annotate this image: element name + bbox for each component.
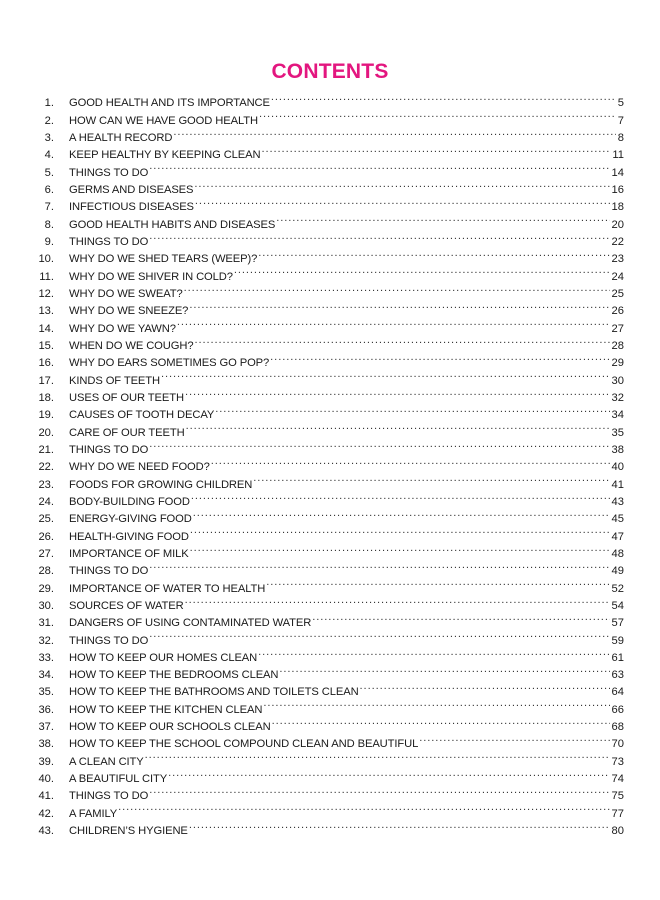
toc-entry-number: 11. [39,270,54,283]
toc-entry-title: DANGERS OF USING CONTAMINATED WATER [69,617,312,630]
toc-entry-number: 35. [38,686,54,699]
dot-leader [118,799,609,816]
toc-entry-number: 16. [38,357,54,370]
dot-leader [173,124,615,141]
dot-leader [168,765,609,782]
toc-entry-page: 57 [611,617,624,630]
toc-entry-number: 22. [38,461,54,474]
toc-entry-number: 1. [44,97,54,110]
dot-leader [161,366,610,383]
toc-entry-title: IMPORTANCE OF WATER TO HEALTH [69,582,266,595]
toc-entry-page: 49 [611,565,624,578]
dot-leader [312,609,609,626]
toc-entry-number: 33. [38,651,54,664]
toc-entry-page: 47 [611,530,624,543]
toc-entry [30,817,624,838]
toc-entry-page: 45 [611,513,624,526]
toc-entry-title: A BEAUTIFUL CITY [69,773,168,786]
toc-entry-page: 24 [611,270,624,283]
dot-leader [234,262,610,279]
toc-entry-number: 41. [38,790,54,803]
dot-leader [177,314,610,331]
dot-leader [259,106,616,123]
toc-entry-title: USES OF OUR TEETH [69,391,184,404]
dot-leader [193,505,610,522]
toc-entry-page: 23 [611,253,624,266]
dot-leader [185,384,610,401]
dot-leader [149,626,609,643]
toc-entry-number: 42. [38,807,54,820]
dot-leader [190,540,610,557]
toc-entry-title: WHY DO WE NEED FOOD? [69,461,210,474]
toc-entry-number: 8. [44,218,54,231]
toc-entry-number: 30. [38,599,54,612]
toc-entry-title: HOW TO KEEP THE BATHROOMS AND TOILETS CLEAN [69,686,359,699]
toc-entry-page: 59 [611,634,624,647]
toc-entry-number: 24. [38,495,54,508]
dot-leader [191,488,610,505]
toc-entry-number: 31. [38,617,54,630]
toc-entry-page: 32 [611,391,624,404]
dot-leader [262,141,611,158]
toc-entry-page: 66 [611,703,624,716]
dot-leader [360,678,610,695]
dot-leader [258,245,609,262]
dot-leader [271,89,616,106]
toc-entry-page: 40 [611,461,624,474]
toc-entry-title: WHY DO EARS SOMETIMES GO POP? [69,357,270,370]
toc-entry-page: 70 [611,738,624,751]
toc-entry-title: THINGS TO DO [69,790,149,803]
dot-leader [145,747,610,764]
toc-entry-number: 13. [38,305,54,318]
toc-entry-number: 28. [38,565,54,578]
toc-entry-title: A FAMILY [69,807,118,820]
toc-entry-number: 6. [44,183,54,196]
toc-entry-title: BODY-BUILDING FOOD [69,495,190,508]
toc-entry-page: 80 [611,825,624,838]
toc-entry-number: 19. [38,409,54,422]
toc-entry-title: INFECTIOUS DISEASES [69,201,194,214]
toc-entry-number: 9. [44,235,54,248]
toc-entry-title: HOW TO KEEP THE SCHOOL COMPOUND CLEAN AND BEAUTIFUL [69,738,419,751]
toc-entry-page: 14 [611,166,624,179]
toc-entry-number: 27. [38,547,54,560]
toc-entry-number: 32. [38,634,54,647]
toc-entry-number: 10. [38,253,54,266]
dot-leader [184,280,610,297]
toc-entry-title: CAUSES OF TOOTH DECAY [69,409,215,422]
toc-entry-number: 37. [38,721,54,734]
toc-entry-number: 2. [44,114,54,127]
toc-entry-title: THINGS TO DO [69,235,149,248]
toc-entry-title: FOODS FOR GROWING CHILDREN [69,478,253,491]
toc-entry-title: A CLEAN CITY [69,755,144,768]
toc-entry-title: HOW TO KEEP THE KITCHEN CLEAN [69,703,263,716]
toc-entry-number: 3. [44,131,54,144]
toc-entry-page: 38 [611,443,624,456]
toc-entry-title: HOW CAN WE HAVE GOOD HEALTH [69,114,258,127]
toc-entry-page: 18 [611,201,624,214]
toc-entry-number: 43. [38,825,54,838]
dot-leader [194,176,609,193]
toc-entry-page: 48 [611,547,624,560]
toc-entry-number: 29. [38,582,54,595]
toc-entry-page: 20 [611,218,624,231]
dot-leader [270,349,609,366]
dot-leader [186,418,610,435]
toc-entry-page: 63 [611,669,624,682]
toc-entry-page: 29 [611,357,624,370]
toc-entry-page: 30 [611,374,624,387]
toc-entry-number: 7. [44,201,54,214]
toc-entry-page: 26 [611,305,624,318]
toc-entry-title: GERMS AND DISEASES [69,183,194,196]
toc-entry-number: 40. [38,773,54,786]
toc-entry-number: 34. [38,669,54,682]
toc-entry-title: HOW TO KEEP OUR SCHOOLS CLEAN [69,721,271,734]
toc-entry-page: 16 [611,183,624,196]
toc-entry-title: IMPORTANCE OF MILK [69,547,189,560]
toc-entry-number: 12. [38,287,54,300]
toc-entry-title: HOW TO KEEP OUR HOMES CLEAN [69,651,258,664]
toc-entry-title: GOOD HEALTH HABITS AND DISEASES [69,218,276,231]
dot-leader [189,297,609,314]
toc-entry-number: 38. [38,738,54,751]
dot-leader [263,695,609,712]
dot-leader [149,782,609,799]
toc-entry-title: THINGS TO DO [69,443,149,456]
toc-entry-number: 17. [38,374,54,387]
toc-entry-number: 25. [38,513,54,526]
toc-entry-page: 75 [611,790,624,803]
dot-leader [253,470,609,487]
toc-entry-title: WHY DO WE SWEAT? [69,287,183,300]
dot-leader [211,453,610,470]
toc-entry-title: KEEP HEALTHY BY KEEPING CLEAN [69,149,261,162]
toc-entry-title: WHEN DO WE COUGH? [69,339,194,352]
dot-leader [195,193,610,210]
dot-leader [258,644,609,661]
toc-entry-page: 77 [611,807,624,820]
toc-entry-title: THINGS TO DO [69,634,149,647]
toc-entry-page: 43 [611,495,624,508]
toc-entry-page: 11 [612,149,624,162]
toc-entry-page: 8 [617,131,624,144]
toc-entry-title: HEALTH-GIVING FOOD [69,530,189,543]
toc-entry-title: THINGS TO DO [69,166,149,179]
toc-entry-page: 61 [611,651,624,664]
toc-entry-title: WHY DO WE SHIVER IN COLD? [69,270,233,283]
table-of-contents [30,89,624,838]
toc-entry-number: 4. [44,149,54,162]
toc-entry-title: THINGS TO DO [69,565,149,578]
dot-leader [189,817,610,834]
toc-entry-number: 18. [38,391,54,404]
toc-entry-page: 68 [611,721,624,734]
toc-entry-number: 36. [38,703,54,716]
toc-entry-number: 5. [44,166,54,179]
dot-leader [279,661,609,678]
toc-entry-title: WHY DO WE SHED TEARS (WEEP)? [69,253,258,266]
toc-entry [30,799,624,820]
dot-leader [272,713,610,730]
dot-leader [149,228,609,245]
toc-entry-number: 26. [38,530,54,543]
toc-entry-page: 34 [611,409,624,422]
dot-leader [194,332,609,349]
toc-entry-number: 21. [38,443,54,456]
toc-entry-title: ENERGY-GIVING FOOD [69,513,192,526]
dot-leader [185,592,610,609]
toc-entry-title: SOURCES OF WATER [69,599,184,612]
toc-entry-title: CARE OF OUR TEETH [69,426,185,439]
dot-leader [215,401,609,418]
dot-leader [419,730,609,747]
toc-entry-page: 74 [611,773,624,786]
toc-entry-page: 35 [611,426,624,439]
toc-entry-title: WHY DO WE SNEEZE? [69,305,189,318]
toc-entry-page: 22 [611,235,624,248]
toc-entry-page: 54 [611,599,624,612]
toc-entry-title: GOOD HEALTH AND ITS IMPORTANCE [69,97,270,110]
dot-leader [149,436,609,453]
toc-entry-page: 25 [611,287,624,300]
dot-leader [266,574,609,591]
toc-entry-title: WHY DO WE YAWN? [69,322,176,335]
toc-entry-number: 15. [38,339,54,352]
toc-entry-number: 23. [38,478,54,491]
toc-entry-page: 5 [617,97,624,110]
page-title: CONTENTS [271,60,389,83]
toc-entry-title: CHILDREN’S HYGIENE [69,825,188,838]
toc-entry [30,89,624,110]
toc-entry-number: 20. [38,426,54,439]
toc-entry-number: 14. [38,322,54,335]
toc-entry-page: 64 [611,686,624,699]
dot-leader [276,210,609,227]
toc-entry-number: 39. [38,755,54,768]
toc-entry-page: 73 [611,755,624,768]
toc-entry-title: A HEALTH RECORD [69,131,173,144]
dot-leader [190,522,610,539]
toc-entry-page: 41 [611,478,624,491]
toc-entry-title: HOW TO KEEP THE BEDROOMS CLEAN [69,669,279,682]
dot-leader [149,557,609,574]
toc-entry-page: 27 [611,322,624,335]
toc-entry-page: 52 [611,582,624,595]
toc-entry-title: KINDS OF TEETH [69,374,161,387]
toc-entry-page: 28 [611,339,624,352]
dot-leader [149,158,609,175]
toc-entry-page: 7 [617,114,624,127]
